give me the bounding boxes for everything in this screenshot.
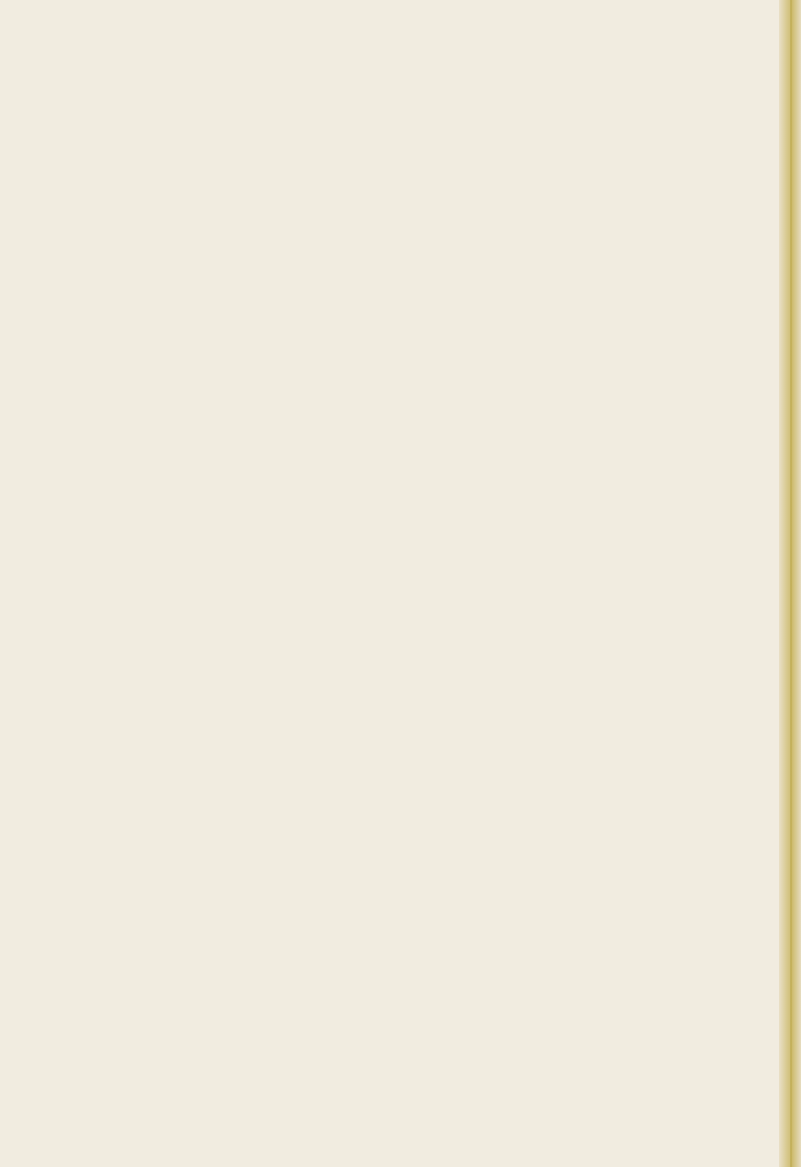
page-edge-line [790,0,792,1167]
